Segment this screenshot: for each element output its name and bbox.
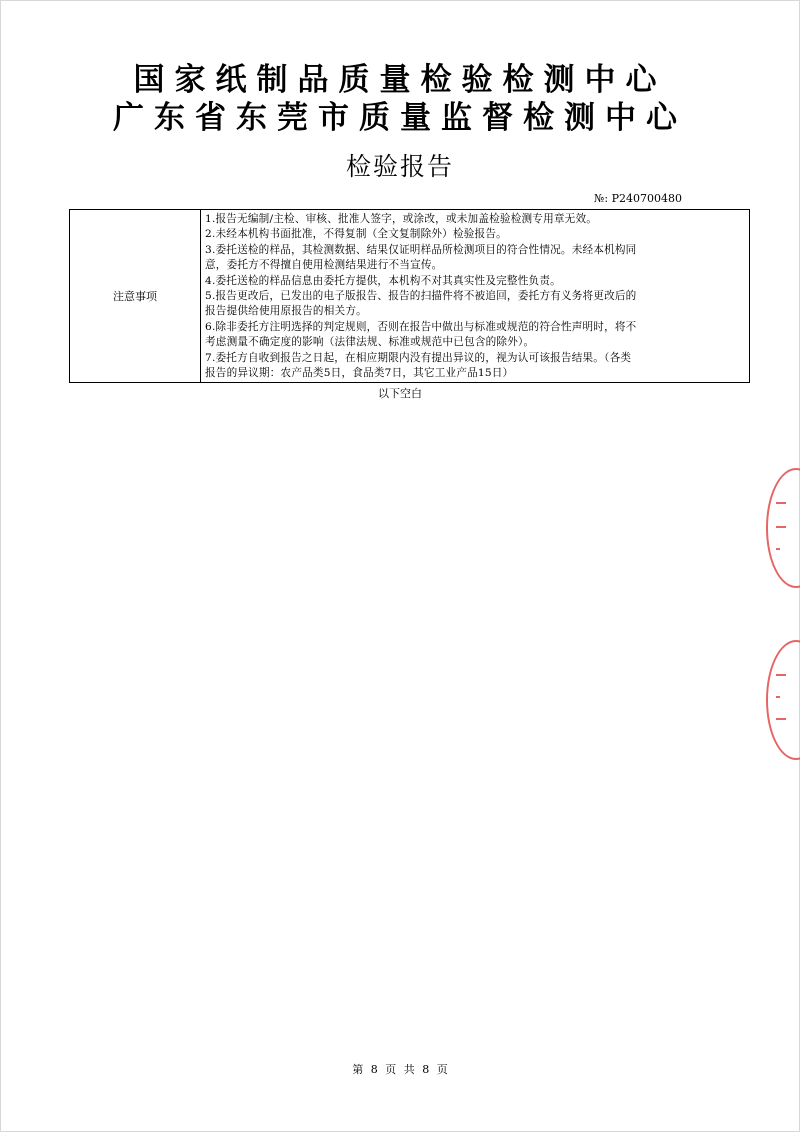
note-line: 5.报告更改后，已发出的电子版报告、报告的扫描件将不被追回，委托方有义务将更改后的 [205,290,637,303]
notes-label-cell [70,210,201,382]
seal-mark [776,696,780,698]
note-line: 考虑测量不确定度的影响（法律法规、标准或规范中已包含的除外）。 [205,336,535,349]
page-number-footer: 第 8 页 共 8 页 [352,1063,448,1076]
org-name-line-2: 广东省东莞市质量监督检测中心 [113,100,687,136]
seal-mark [776,718,786,720]
report-number: №: P240700480 [594,192,682,205]
note-line: 7.委托方自收到报告之日起，在相应期限内没有提出异议的，视为认可该报告结果。（各类 [205,351,632,364]
note-line: 报告提供给使用原报告的相关方。 [205,305,367,318]
seal-mark [776,548,780,550]
notes-table [69,209,750,383]
note-line: 2.未经本机构书面批准，不得复制（全文复制除外）检验报告。 [205,228,507,241]
notes-label: 注意事项 [113,290,157,303]
note-line: 意，委托方不得擅自使用检测结果进行不当宣传。 [205,259,443,272]
seal-mark [776,674,786,676]
notes-content-cell [201,210,749,382]
blank-below-notice: 以下空白 [378,387,422,400]
seal-mark [776,526,786,528]
seal-mark [776,502,786,504]
note-line: 6.除非委托方注明选择的判定规则，否则在报告中做出与标准或规范的符合性声明时，将不 [205,320,637,333]
report-title: 检验报告 [345,152,454,181]
note-line: 4.委托送检的样品信息由委托方提供，本机构不对其真实性及完整性负责。 [205,274,561,287]
org-name-line-1: 国家纸制品质量检验检测中心 [133,62,667,98]
note-line: 1.报告无编制/主检、审核、批准人签字，或涂改，或未加盖检验检测专用章无效。 [205,213,598,225]
note-line: 3.委托送检的样品，其检测数据、结果仅证明样品所检测项目的符合性情况。未经本机构同 [205,243,637,256]
note-line: 报告的异议期：农产品类5日，食品类7日，其它工业产品15日） [205,367,514,380]
